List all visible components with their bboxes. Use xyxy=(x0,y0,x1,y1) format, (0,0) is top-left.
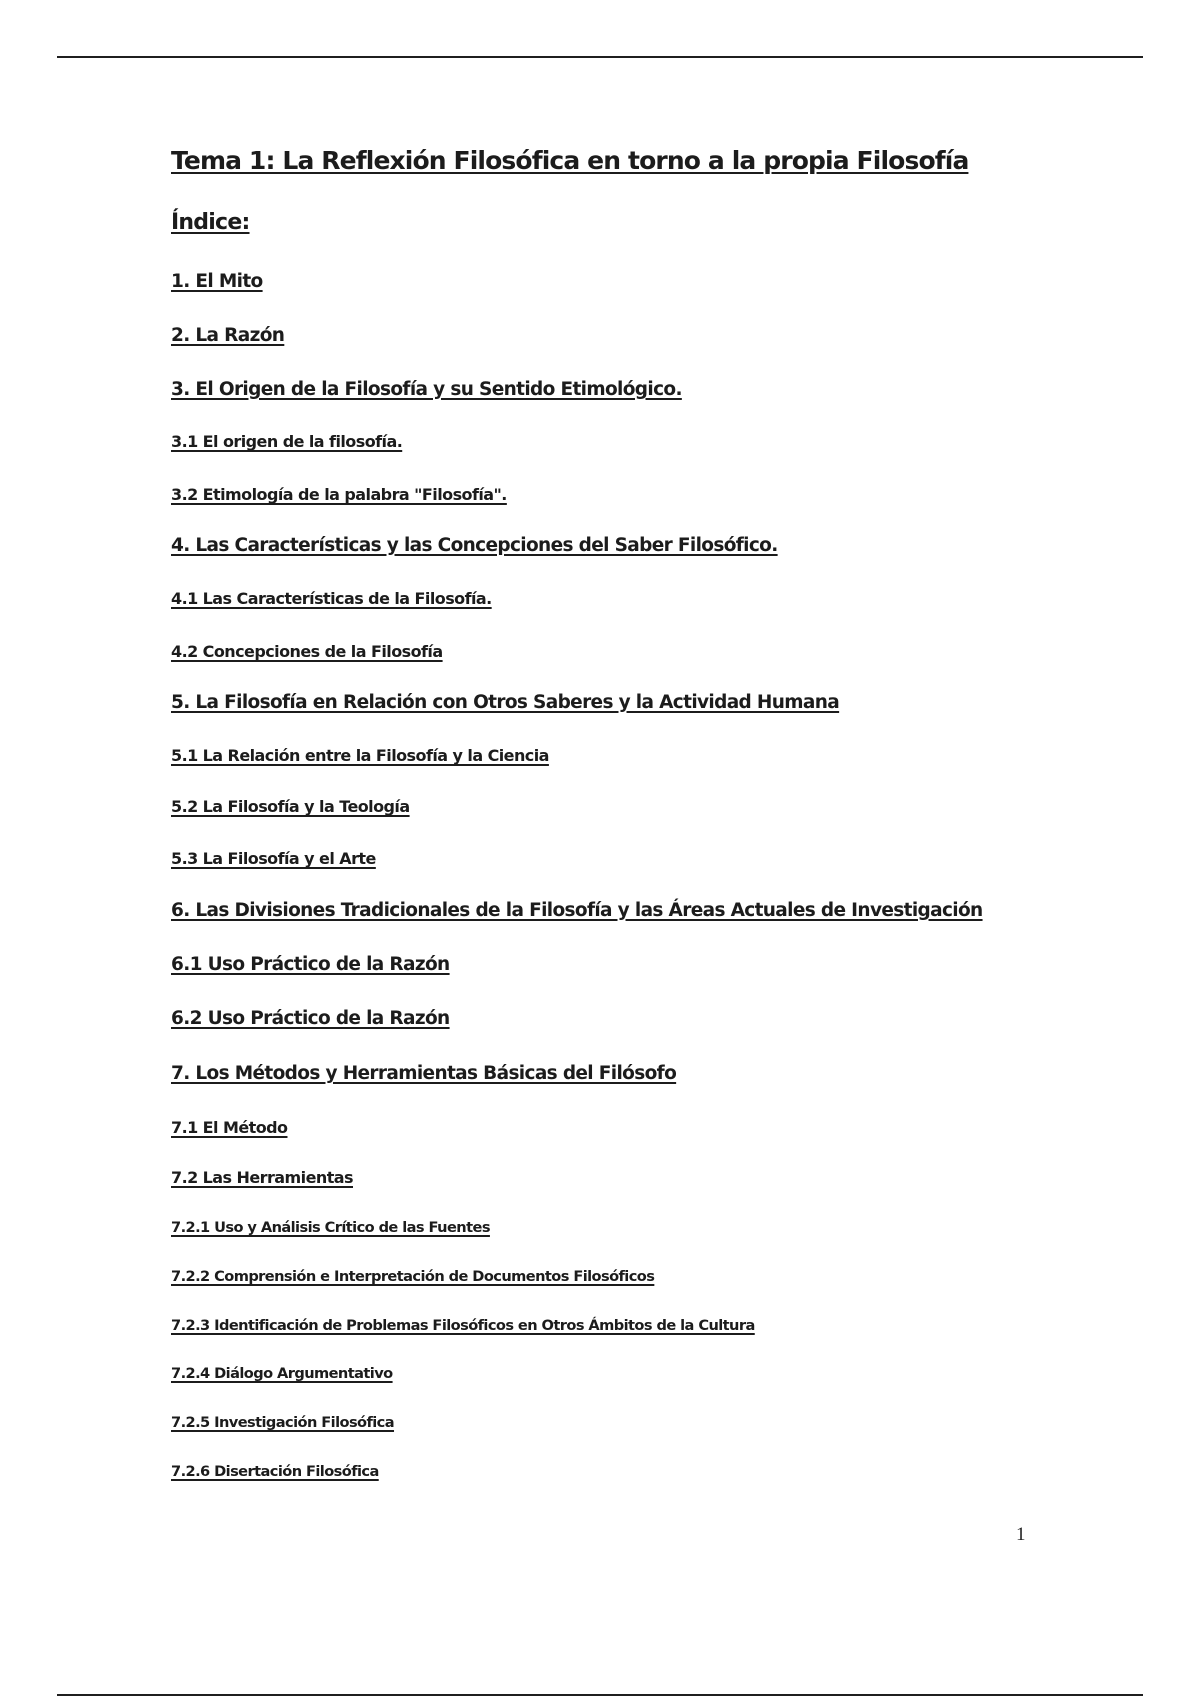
toc-item[interactable]: 7.2.3 Identificación de Problemas Filosóficos en Otros Ámbitos de la Cultura xyxy=(171,1317,755,1334)
toc-item[interactable]: 7.2.6 Disertación Filosófica xyxy=(171,1463,379,1480)
toc-item[interactable]: 4.1 Las Características de la Filosofía. xyxy=(171,589,492,608)
toc-item[interactable]: 7.2.2 Comprensión e Interpretación de Documentos Filosóficos xyxy=(171,1268,655,1285)
toc-item[interactable]: 5.1 La Relación entre la Filosofía y la Ciencia xyxy=(171,746,549,765)
header-rule xyxy=(57,56,1143,58)
document-title: Tema 1: La Reflexión Filosófica en torno a la propia Filosofía xyxy=(171,146,969,175)
toc-item[interactable]: 4. Las Características y las Concepciones del Saber Filosófico. xyxy=(171,535,778,556)
toc-item[interactable]: 6.1 Uso Práctico de la Razón xyxy=(171,954,450,975)
toc-item[interactable]: 5.2 La Filosofía y la Teología xyxy=(171,797,410,816)
toc-item[interactable]: 7.1 El Método xyxy=(171,1118,288,1137)
toc-item[interactable]: 3. El Origen de la Filosofía y su Sentido Etimológico. xyxy=(171,379,682,400)
toc-item[interactable]: 5.3 La Filosofía y el Arte xyxy=(171,849,376,868)
toc-item[interactable]: 5. La Filosofía en Relación con Otros Saberes y la Actividad Humana xyxy=(171,692,840,713)
toc-item[interactable]: 6.2 Uso Práctico de la Razón xyxy=(171,1008,450,1029)
index-heading: Índice: xyxy=(171,210,250,235)
toc-item[interactable]: 2. La Razón xyxy=(171,325,285,346)
toc-item[interactable]: 7.2.4 Diálogo Argumentativo xyxy=(171,1365,393,1382)
toc-item[interactable]: 7.2.1 Uso y Análisis Crítico de las Fuentes xyxy=(171,1219,490,1236)
toc-item[interactable]: 6. Las Divisiones Tradicionales de la Filosofía y las Áreas Actuales de Investigación xyxy=(171,900,983,921)
toc-item[interactable]: 3.1 El origen de la filosofía. xyxy=(171,432,403,451)
toc-item[interactable]: 4.2 Concepciones de la Filosofía xyxy=(171,642,443,661)
toc-item[interactable]: 1. El Mito xyxy=(171,271,263,292)
toc-item[interactable]: 7.2.5 Investigación Filosófica xyxy=(171,1414,395,1431)
page-number: 1 xyxy=(1016,1524,1026,1545)
toc-item[interactable]: 3.2 Etimología de la palabra "Filosofía". xyxy=(171,485,507,504)
toc-item[interactable]: 7.2 Las Herramientas xyxy=(171,1168,353,1187)
toc-item[interactable]: 7. Los Métodos y Herramientas Básicas del Filósofo xyxy=(171,1063,677,1084)
footer-rule xyxy=(57,1694,1143,1696)
